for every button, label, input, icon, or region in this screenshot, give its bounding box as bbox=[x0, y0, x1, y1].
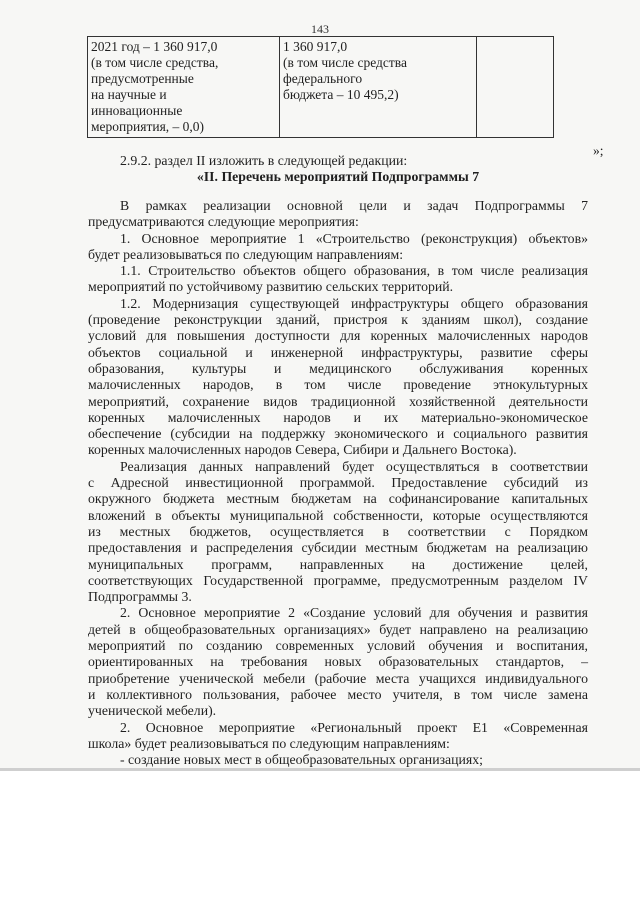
cell-line: (в том числе средства bbox=[283, 55, 407, 70]
cell-line: на научные и bbox=[91, 87, 167, 102]
cell-line: мероприятия, – 0,0) bbox=[91, 119, 205, 134]
carried-over-table bbox=[87, 36, 554, 138]
amendment-block bbox=[88, 153, 588, 186]
body-line: коренных малочисленных народов Севера, Сибири и Дальнего Востока). bbox=[88, 442, 517, 458]
body-line: ученической мебели). bbox=[88, 703, 217, 719]
table-cell-federal-amount bbox=[280, 37, 477, 138]
body-line: предусматриваются следующие мероприятия: bbox=[88, 214, 359, 230]
cell-line: (в том числе средства, bbox=[91, 55, 219, 70]
section-reference: 2.9.2. раздел II изложить в следующей редакции: bbox=[120, 153, 408, 168]
cell-line: инновационные bbox=[91, 103, 183, 118]
cell-line: бюджета – 10 495,2) bbox=[283, 87, 399, 102]
body-line: обеспечение (субсидии на поддержку экономического и социального развития bbox=[88, 426, 588, 442]
body-line: образования, культуры и медицинского обслуживания коренных bbox=[88, 360, 588, 376]
body-line: приобретение ученической мебели (рабочие места учащихся индивидуального bbox=[88, 670, 588, 686]
body-line: мероприятий по устойчивому развитию сельских территорий. bbox=[88, 279, 454, 295]
body-line: муниципальных программ, направленных на достижение целей, bbox=[88, 556, 588, 572]
body-line: 1.2. Модернизация существующей инфраструктуры общего образования bbox=[120, 295, 588, 311]
body-text bbox=[88, 198, 588, 768]
body-line: объектов социальной и инженерной инфраструктуры, развитие сферы bbox=[88, 344, 588, 360]
body-line: В рамках реализации основной цели и задач Подпрограммы 7 bbox=[120, 198, 588, 213]
body-line: будет реализовываться по следующим направлениям: bbox=[88, 246, 404, 262]
body-line: мероприятий, сохранение видов традиционной хозяйственной деятельности bbox=[88, 393, 588, 409]
table-cell-year-total bbox=[88, 37, 280, 138]
body-line: (проведение реконструкции зданий, пристроя к зданиям школ), создание bbox=[88, 312, 588, 328]
table-cell-empty bbox=[477, 37, 554, 138]
body-line: детей в общеобразовательных организациях» будет направлено на реализацию bbox=[88, 621, 588, 637]
body-line: из местных бюджетов, осуществляется в соответствии с Порядком bbox=[88, 523, 588, 539]
body-line: условий для повышения доступности для коренных малочисленных народов bbox=[88, 328, 588, 344]
body-line: вложений в объекты муниципальной собственности, которые осуществляются bbox=[88, 507, 588, 523]
section-heading: «II. Перечень мероприятий Подпрограммы 7 bbox=[196, 169, 480, 185]
body-line: 1.1. Строительство объектов общего образования, в том числе реализация bbox=[120, 263, 588, 279]
body-line: мероприятий по созданию современных условий обучения и воспитания, bbox=[88, 638, 588, 654]
body-line: коренных малочисленных народов и их материально-экономическое bbox=[88, 409, 588, 425]
body-line: и коллективного пользования, рабочее место учителя, в том числе замена bbox=[88, 686, 588, 702]
body-line: 2. Основное мероприятие 2 «Создание условий для обучения и развития bbox=[120, 605, 588, 621]
cell-line: предусмотренные bbox=[91, 71, 194, 86]
body-line: 2. Основное мероприятие «Региональный проект Е1 «Современная bbox=[120, 719, 588, 735]
cell-line: 2021 год – 1 360 917,0 bbox=[91, 39, 218, 54]
body-line: Подпрограммы 3. bbox=[88, 589, 192, 605]
body-line: малочисленных народов, в том числе проведение этнокультурных bbox=[88, 377, 588, 393]
cell-line: 1 360 917,0 bbox=[283, 39, 348, 54]
body-line: Реализация данных направлений будет осуществляться в соответствии bbox=[120, 458, 588, 474]
body-line: предоставления и распределения субсидии местным бюджетам на реализацию bbox=[88, 540, 588, 556]
body-line: окружного бюджета местным бюджетам на софинансирование капитальных bbox=[88, 491, 588, 507]
body-line: - создание новых мест в общеобразовательных организациях; bbox=[120, 752, 483, 768]
closing-quote-mark: »; bbox=[593, 143, 604, 158]
cell-line: федерального bbox=[283, 71, 363, 86]
body-line: 1. Основное мероприятие 1 «Строительство (реконструкция) объектов» bbox=[120, 230, 588, 246]
body-line: ориентированных на требования новых образовательных стандартов, – bbox=[88, 654, 588, 670]
page-number: 143 bbox=[311, 22, 329, 36]
body-line: школа» будет реализовываться по следующим направлениям: bbox=[88, 735, 450, 751]
body-line: соответствующих Государственной программе, предусмотренным разделом IV bbox=[88, 572, 588, 588]
body-line: с Адресной инвестиционной программой. Предоставление субсидий из bbox=[88, 475, 588, 491]
page-bottom-edge bbox=[0, 768, 640, 771]
table-row bbox=[88, 37, 554, 138]
